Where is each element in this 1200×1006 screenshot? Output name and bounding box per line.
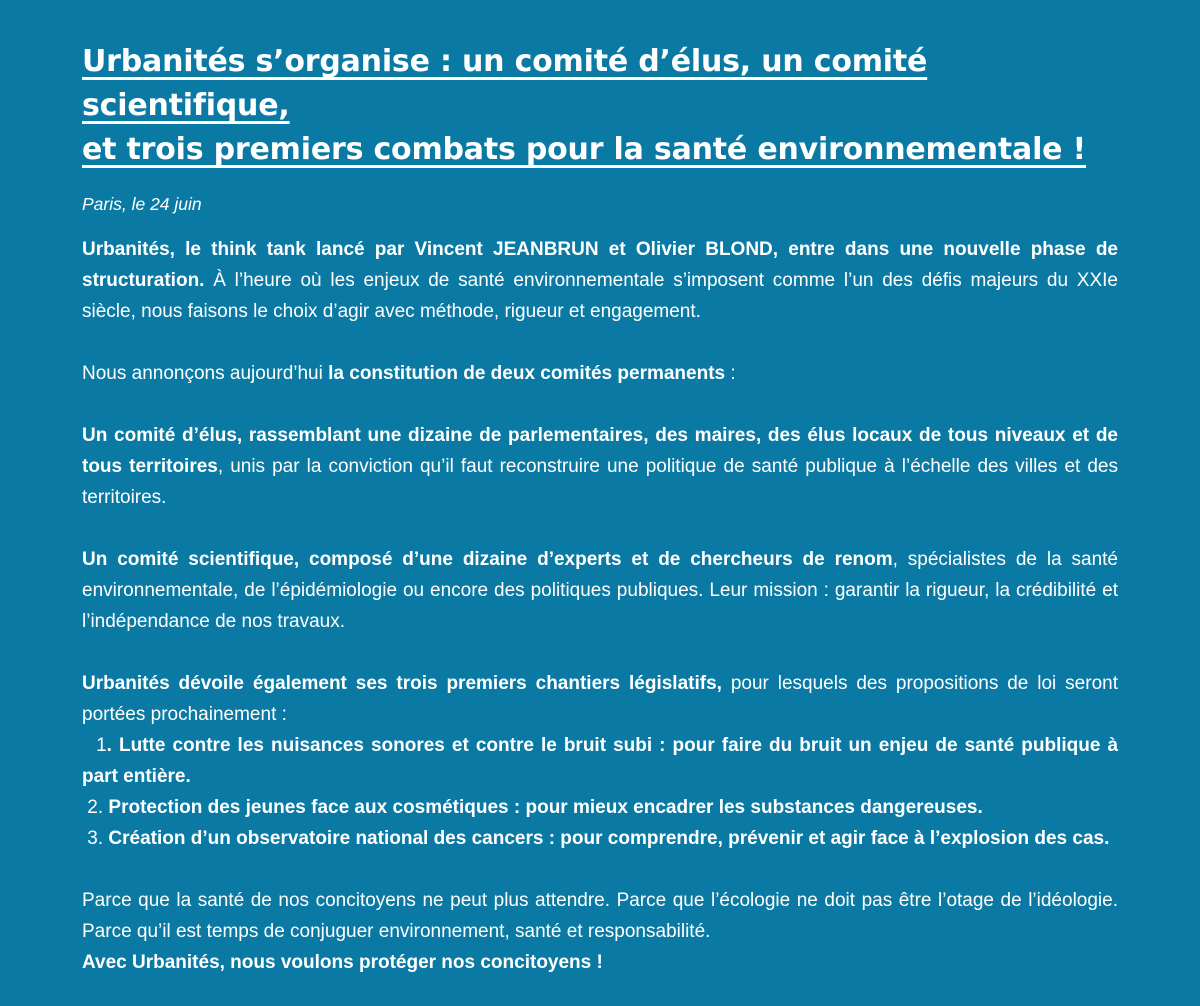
chantiers-paragraph — [82, 668, 1118, 730]
closing-text: Parce que la santé de nos concitoyens ne peut plus attendre. Parce que l’écologie ne doit pas être l’otage de l’idéologie. Parce qu’il est temps de conjuguer environnement, santé et responsabilité. — [82, 890, 1118, 942]
page-title — [82, 40, 1118, 172]
announce-paragraph — [82, 358, 1118, 389]
list-item-number: 1 — [82, 735, 107, 756]
chantiers-bold: Urbanités dévoile également ses trois premiers chantiers législatifs, — [82, 673, 722, 694]
list-item-number: 2. — [82, 797, 109, 818]
list-item — [82, 730, 1118, 792]
intro-bold: Urbanités, le think tank lancé par Vincent JEANBRUN et Olivier BLOND, entre dans une nouvelle phase de structuration. — [82, 239, 1118, 291]
list-item-number: 3. — [82, 828, 109, 849]
committee-sci-paragraph — [82, 544, 1118, 637]
intro-paragraph — [82, 234, 1118, 327]
chantiers-text: pour lesquels des propositions de loi seront portées prochainement : — [82, 673, 1118, 725]
committee-sci-bold: Un comité scientifique, composé d’une dizaine d’experts et de chercheurs de renom — [82, 549, 893, 570]
dateline: Paris, le 24 juin — [82, 194, 202, 214]
committee-elus-paragraph — [82, 420, 1118, 513]
list-item — [82, 823, 1118, 854]
title-line-1: Urbanités s’organise : un comité d’élus, un comité scientifique, — [82, 44, 928, 123]
committee-elus-text: , unis par la conviction qu’il faut reconstruire une politique de santé publique à l’échelle des villes et des territoires. — [82, 456, 1118, 508]
intro-text: À l’heure où les enjeux de santé environnementale s’imposent comme l’un des défis majeurs du XXIe siècle, nous faisons le choix d’agir avec méthode, rigueur et engagement. — [82, 270, 1118, 322]
list-item — [82, 792, 1118, 823]
closing-paragraph — [82, 885, 1118, 978]
committee-sci-text: , spécialistes de la santé environnementale, de l’épidémiologie ou encore des politiques publiques. Leur mission : garantir la rigueur, la crédibilité et l’indépendance de nos travaux. — [82, 549, 1118, 632]
list-item-text: Protection des jeunes face aux cosmétiques : pour mieux encadrer les substances dangereuses. — [108, 797, 983, 818]
title-line-2: et trois premiers combats pour la santé environnementale ! — [82, 132, 1087, 167]
committee-elus-bold: Un comité d’élus, rassemblant une dizaine de parlementaires, des maires, des élus locaux de tous niveaux et de tous territoires — [82, 425, 1118, 477]
list-item-text: Création d’un observatoire national des cancers : pour comprendre, prévenir et agir face à l’explosion des cas. — [108, 828, 1110, 849]
list-item-text: . Lutte contre les nuisances sonores et contre le bruit subi : pour faire du bruit un enjeu de santé publique à part entière. — [82, 735, 1119, 787]
announce-text-after: : — [725, 363, 736, 384]
announce-bold: la constitution de deux comités permanents — [328, 363, 726, 384]
closing-bold: Avec Urbanités, nous voulons protéger nos concitoyens ! — [82, 952, 603, 973]
announce-text-before: Nous annonçons aujourd’hui — [82, 363, 329, 384]
